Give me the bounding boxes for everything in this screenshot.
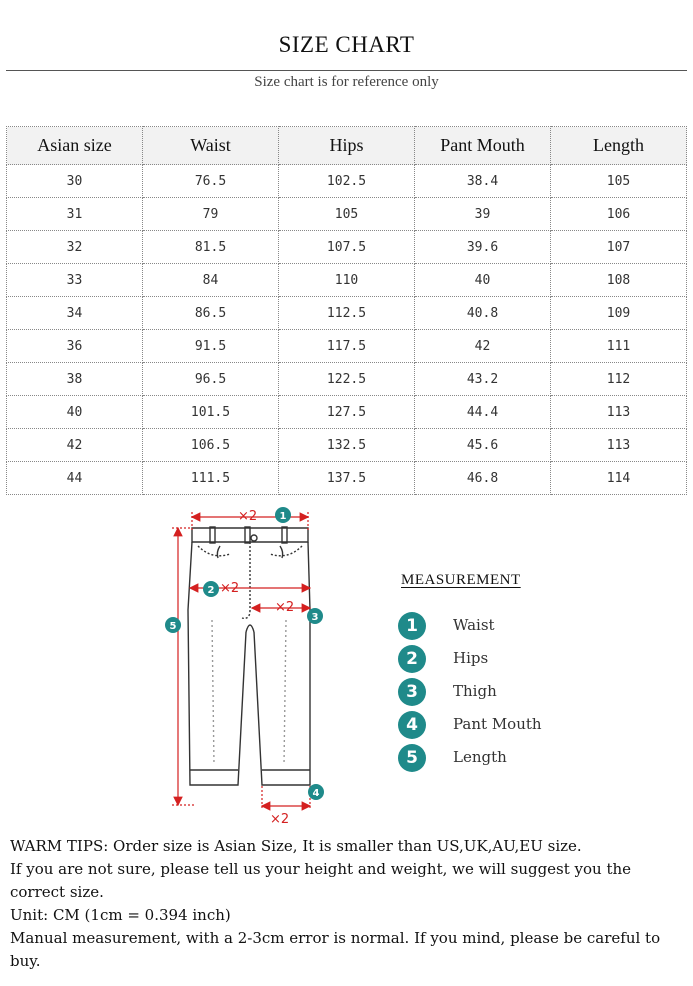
thigh-multiplier: ×2 [275,600,295,615]
table-cell: 106.5 [143,429,279,462]
legend-item-hips [398,645,598,673]
table-cell: 105 [279,198,415,231]
table-cell: 86.5 [143,297,279,330]
table-cell: 32 [7,231,143,264]
table-header-row [7,127,687,165]
tips-line: If you are not sure, please tell us your height and weight, we will suggest you the correct size. [10,860,632,901]
table-cell: 127.5 [279,396,415,429]
pant-mouth-multiplier: ×2 [270,812,290,827]
table-cell: 114 [551,462,687,495]
table-cell: 39 [415,198,551,231]
table-cell: 113 [551,429,687,462]
title-divider [6,70,687,71]
legend-label: Waist [453,616,495,634]
table-row [7,198,687,231]
marker-5: 5 [169,621,177,632]
table-cell: 84 [143,264,279,297]
table-cell: 36 [7,330,143,363]
measurement-title: MEASUREMENT [401,572,521,588]
table-cell: 45.6 [415,429,551,462]
page-title: SIZE CHART [278,32,415,57]
pants-outline-icon [188,527,310,785]
table-cell: 31 [7,198,143,231]
measurement-arrows [169,512,310,810]
table-cell: 33 [7,264,143,297]
table-cell: 113 [551,396,687,429]
tips-line: Unit: CM (1cm = 0.394 inch) [10,906,231,924]
table-row [7,429,687,462]
number-2-icon: 2 [398,645,426,673]
hips-multiplier: ×2 [220,581,240,596]
table-cell: 105 [551,165,687,198]
legend-item-waist [398,612,598,640]
table-cell: 111.5 [143,462,279,495]
table-cell: 137.5 [279,462,415,495]
table-row [7,396,687,429]
table-cell: 117.5 [279,330,415,363]
column-header-waist: Waist [143,127,279,165]
legend-label: Pant Mouth [453,715,542,733]
table-cell: 42 [415,330,551,363]
table-row [7,297,687,330]
table-cell: 106 [551,198,687,231]
marker-1: 1 [279,511,287,522]
legend-label: Thigh [453,682,497,700]
table-cell: 96.5 [143,363,279,396]
table-cell: 44.4 [415,396,551,429]
table-cell: 107.5 [279,231,415,264]
table-row [7,264,687,297]
table-cell: 40 [415,264,551,297]
table-cell: 40 [7,396,143,429]
table-cell: 111 [551,330,687,363]
table-cell: 38 [7,363,143,396]
table-cell: 38.4 [415,165,551,198]
table-cell: 109 [551,297,687,330]
table-cell: 132.5 [279,429,415,462]
table-cell: 108 [551,264,687,297]
tips-line: Manual measurement, with a 2-3cm error is normal. If you mind, please be careful to buy. [10,929,661,970]
number-5-icon: 5 [398,744,426,772]
table-cell: 122.5 [279,363,415,396]
table-row [7,330,687,363]
waist-multiplier: ×2 [238,509,258,524]
table-row [7,231,687,264]
pants-diagram [150,500,340,830]
table-cell: 101.5 [143,396,279,429]
table-cell: 112 [551,363,687,396]
table-cell: 102.5 [279,165,415,198]
column-header-asian-size: Asian size [7,127,143,165]
number-1-icon: 1 [398,612,426,640]
marker-4: 4 [312,788,320,799]
marker-2: 2 [207,585,215,596]
marker-3: 3 [311,612,319,623]
table-cell: 79 [143,198,279,231]
legend-item-thigh [398,678,598,706]
column-header-pant-mouth: Pant Mouth [415,127,551,165]
legend-label: Hips [453,649,489,667]
table-cell: 81.5 [143,231,279,264]
legend-item-length [398,744,598,772]
table-row [7,363,687,396]
table-cell: 30 [7,165,143,198]
table-cell: 46.8 [415,462,551,495]
table-cell: 110 [279,264,415,297]
table-row [7,462,687,495]
number-4-icon: 4 [398,711,426,739]
table-cell: 44 [7,462,143,495]
warm-tips [10,835,686,973]
table-cell: 91.5 [143,330,279,363]
table-cell: 40.8 [415,297,551,330]
column-header-length: Length [551,127,687,165]
table-cell: 76.5 [143,165,279,198]
tips-line: WARM TIPS: Order size is Asian Size, It is smaller than US,UK,AU,EU size. [10,837,582,855]
table-cell: 107 [551,231,687,264]
size-table [6,126,687,495]
table-cell: 112.5 [279,297,415,330]
legend-item-pant-mouth [398,711,598,739]
table-cell: 42 [7,429,143,462]
table-cell: 34 [7,297,143,330]
column-header-hips: Hips [279,127,415,165]
page-subtitle: Size chart is for reference only [254,74,439,90]
table-cell: 39.6 [415,231,551,264]
table-row [7,165,687,198]
table-cell: 43.2 [415,363,551,396]
legend-label: Length [453,748,507,766]
number-3-icon: 3 [398,678,426,706]
